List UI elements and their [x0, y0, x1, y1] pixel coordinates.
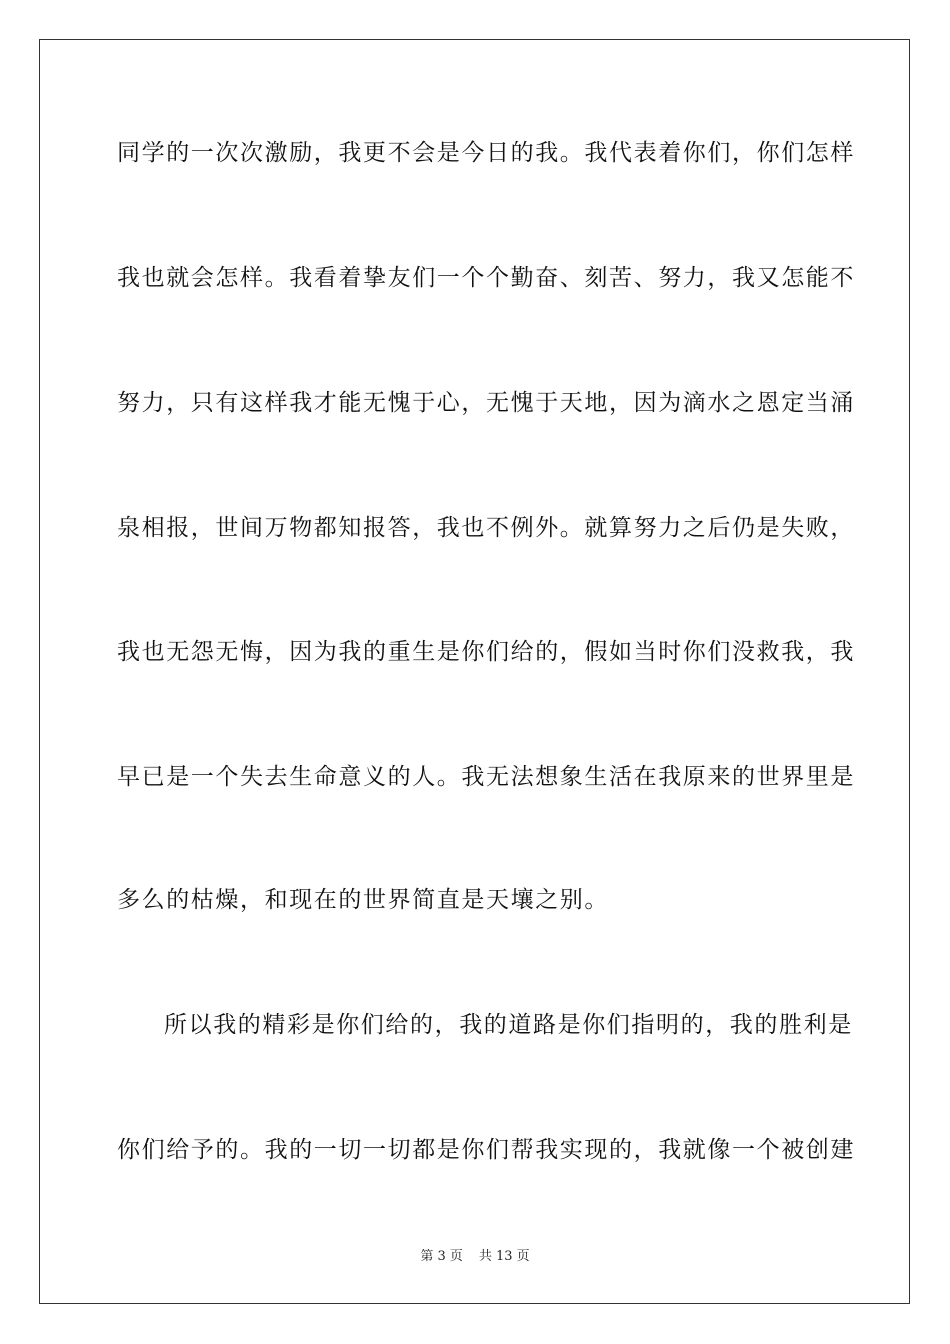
page-total: 共 13 页: [478, 1249, 530, 1264]
page-border: [39, 39, 910, 1304]
paragraph-first-line: 所以我的精彩是你们给的，我的道路是你们指明的，我的胜利是: [164, 1012, 853, 1038]
text-line: 我也就会怎样。我看着挚友们一个个勤奋、刻苦、努力，我又怎能不: [117, 265, 855, 291]
text-line: 泉相报，世间万物都知报答，我也不例外。就算努力之后仍是失败，: [117, 515, 855, 541]
text-line: 同学的一次次激励，我更不会是今日的我。我代表着你们，你们怎样: [117, 140, 855, 166]
page-number: 第 3 页: [420, 1249, 463, 1264]
text-line: 努力，只有这样我才能无愧于心，无愧于天地，因为滴水之恩定当涌: [117, 390, 855, 416]
text-line: 我也无怨无悔，因为我的重生是你们给的，假如当时你们没救我，我: [117, 639, 855, 665]
text-line: 早已是一个失去生命意义的人。我无法想象生活在我原来的世界里是: [117, 764, 855, 790]
text-line: 你们给予的。我的一切一切都是你们帮我实现的，我就像一个被创建: [117, 1137, 855, 1163]
page-footer: [0, 1248, 950, 1266]
text-line: 多么的枯燥，和现在的世界简直是天壤之别。: [117, 887, 609, 913]
